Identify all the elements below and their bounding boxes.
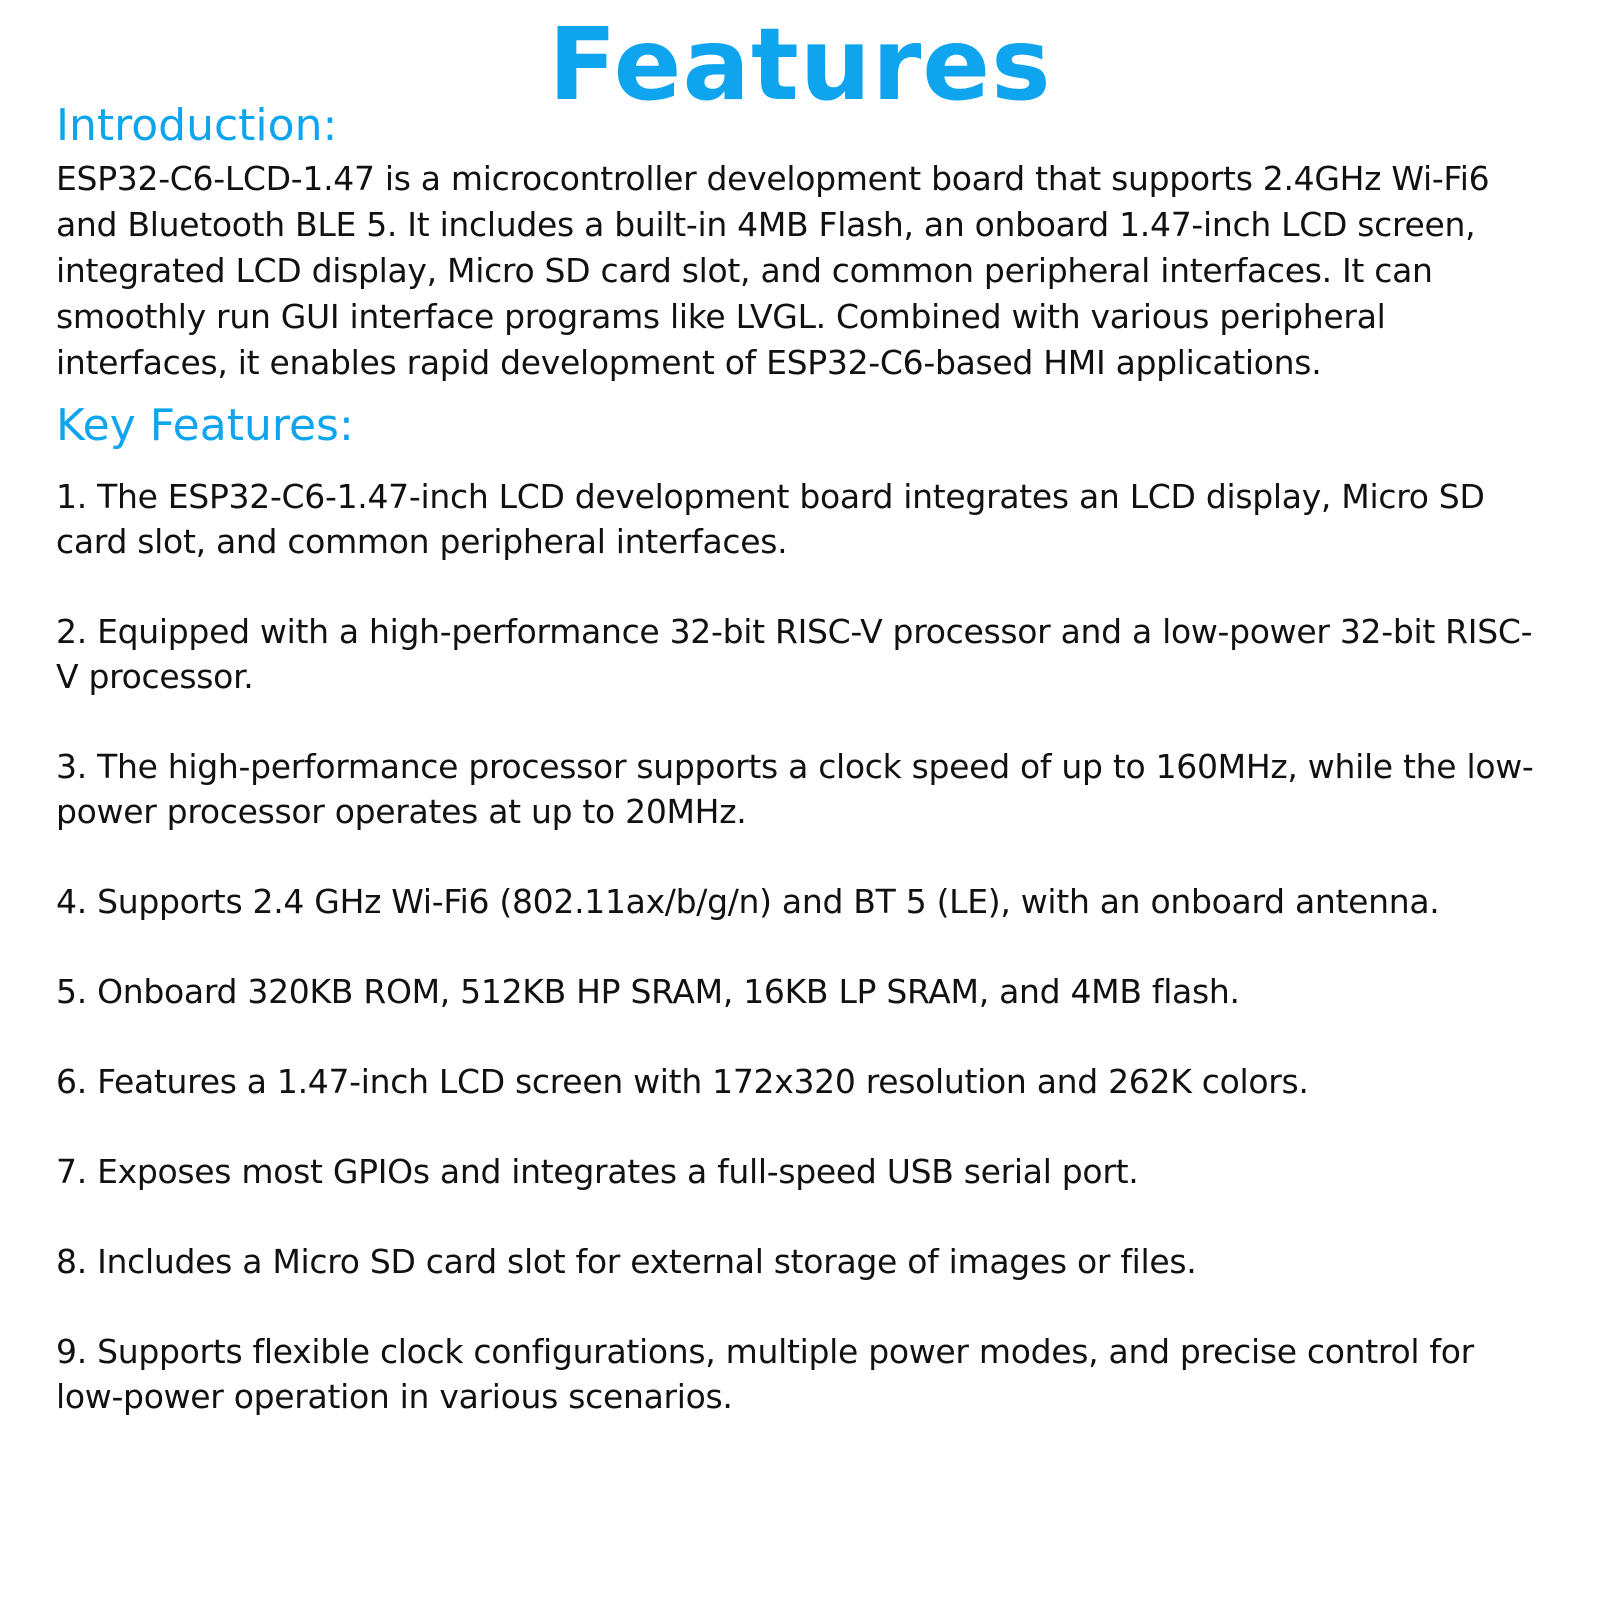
feature-item-3 bbox=[56, 744, 1544, 834]
feature-item-9 bbox=[56, 1329, 1544, 1419]
feature-number: 6. bbox=[56, 1062, 87, 1101]
key-features-heading: Key Features: bbox=[56, 400, 354, 451]
feature-text: The high-performance processor supports a clock speed of up to 160MHz, while the low-power processor operates at up to 20MHz. bbox=[56, 747, 1534, 831]
feature-item-5 bbox=[56, 969, 1544, 1014]
feature-text: Onboard 320KB ROM, 512KB HP SRAM, 16KB LP SRAM, and 4MB flash. bbox=[97, 972, 1240, 1011]
introduction-text: ESP32-C6-LCD-1.47 is a microcontroller development board that supports 2.4GHz Wi-Fi6 and Bluetooth BLE 5. It includes a built-in 4MB Flash, an onboard 1.47-inch LCD screen, integrated LCD display, Micro SD card slot, and common peripheral interfaces. It can smoothly run GUI interface programs like LVGL. Combined with various peripheral interfaces, it enables rapid development of ESP32-C6-based HMI applications. bbox=[56, 159, 1490, 382]
feature-text: Includes a Micro SD card slot for external storage of images or files. bbox=[97, 1242, 1197, 1281]
introduction-heading: Introduction: bbox=[56, 100, 338, 151]
feature-item-4 bbox=[56, 879, 1544, 924]
key-features-list bbox=[56, 474, 1544, 1419]
feature-number: 8. bbox=[56, 1242, 87, 1281]
feature-item-6 bbox=[56, 1059, 1544, 1104]
feature-item-7 bbox=[56, 1149, 1544, 1194]
feature-number: 2. bbox=[56, 612, 87, 651]
feature-number: 4. bbox=[56, 882, 87, 921]
feature-text: Equipped with a high-performance 32-bit RISC-V processor and a low-power 32-bit RISC-V processor. bbox=[56, 612, 1533, 696]
feature-text: Supports flexible clock configurations, multiple power modes, and precise control for low-power operation in various scenarios. bbox=[56, 1332, 1474, 1416]
feature-item-1 bbox=[56, 474, 1544, 564]
feature-number: 5. bbox=[56, 972, 87, 1011]
feature-number: 9. bbox=[56, 1332, 87, 1371]
feature-item-8 bbox=[56, 1239, 1544, 1284]
page-title: Features bbox=[548, 6, 1052, 123]
feature-number: 7. bbox=[56, 1152, 87, 1191]
feature-number: 3. bbox=[56, 747, 87, 786]
feature-page bbox=[0, 6, 1600, 1610]
feature-item-2 bbox=[56, 609, 1544, 699]
feature-text: Exposes most GPIOs and integrates a full-speed USB serial port. bbox=[97, 1152, 1139, 1191]
feature-text: Features a 1.47-inch LCD screen with 172x320 resolution and 262K colors. bbox=[97, 1062, 1309, 1101]
feature-text: Supports 2.4 GHz Wi-Fi6 (802.11ax/b/g/n) and BT 5 (LE), with an onboard antenna. bbox=[97, 882, 1440, 921]
feature-number: 1. bbox=[56, 477, 87, 516]
feature-text: The ESP32-C6-1.47-inch LCD development board integrates an LCD display, Micro SD card slot, and common peripheral interfaces. bbox=[56, 477, 1485, 561]
